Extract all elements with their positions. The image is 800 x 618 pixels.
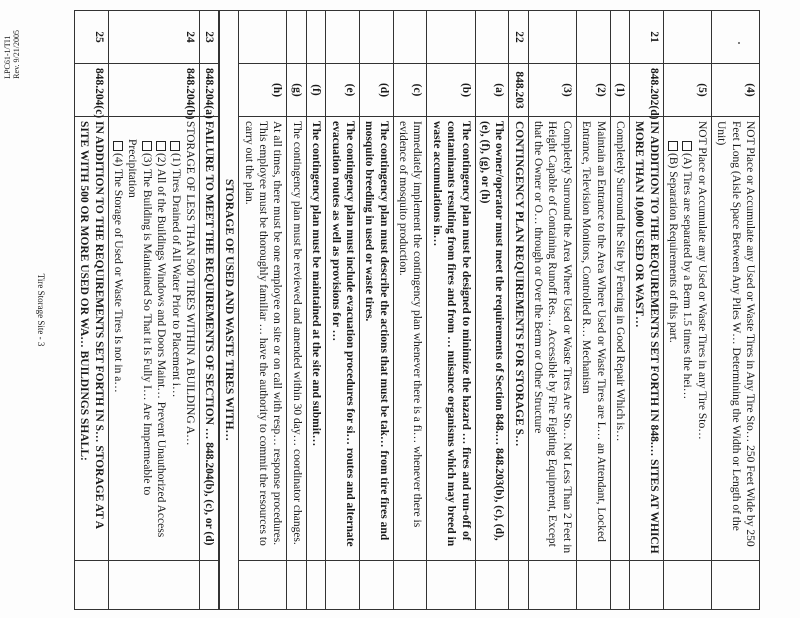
checklist-row: [108, 11, 199, 610]
item-option-text: (B) Separation Requirements of this part.: [667, 153, 680, 343]
response-cell[interactable]: [239, 561, 287, 610]
checkbox[interactable]: [682, 141, 692, 151]
checkbox[interactable]: [668, 141, 678, 151]
item-reference: (4): [711, 64, 759, 117]
item-number: 25: [75, 11, 109, 64]
item-description: STORAGE OF LESS THAN 500 TIRES WITHIN A BUILDING A…: [184, 121, 196, 446]
checkbox[interactable]: [170, 141, 180, 151]
checkbox[interactable]: [142, 141, 152, 151]
item-number: [326, 11, 360, 64]
item-reference: (e): [326, 64, 360, 117]
response-cell[interactable]: [427, 561, 475, 610]
item-reference: 848.204(a): [200, 64, 219, 117]
response-cell[interactable]: [75, 561, 109, 610]
item-option-text: (2) All of the Buildings Windows and Doors Maint… Prevent Unauthorized Access: [155, 153, 168, 538]
item-text: [326, 117, 360, 561]
checklist-row: [576, 11, 610, 610]
checklist-row: [509, 11, 528, 610]
form-code-line: LPC61-1/TI1: [3, 35, 12, 79]
item-reference: (1): [610, 64, 629, 117]
item-reference: (b): [427, 64, 475, 117]
response-cell[interactable]: [393, 561, 427, 610]
checklist-row: [630, 11, 664, 610]
item-text: [200, 117, 219, 561]
response-cell[interactable]: [475, 561, 509, 610]
response-cell[interactable]: [200, 561, 219, 610]
item-text: [509, 117, 528, 561]
response-cell[interactable]: [663, 561, 711, 610]
item-description: NOT Place or Accumulate any Used or Waste Tires in any Tire Sto…: [695, 121, 708, 440]
checklist-row: [663, 11, 711, 610]
item-text: [427, 117, 475, 561]
item-text: [75, 117, 109, 561]
response-cell[interactable]: [711, 561, 759, 610]
item-description: NOT Place or Accumulate any Used or Waste Tires in Any Tire Sto… 250 Feet Wide by 250 Feet Long (Aisle Space Between Any Piles W… Determining the Width or Length of the Unit): [715, 121, 756, 547]
item-description: Immediately implement the contingency plan whenever there is a fi… whenever there is evidence of mosquito production.: [397, 121, 424, 528]
item-number: [610, 11, 629, 64]
item-reference: (g): [287, 64, 306, 117]
item-text: [239, 117, 287, 561]
item-text: [630, 117, 664, 561]
response-cell[interactable]: [326, 561, 360, 610]
item-description: Maintain an Entrance to the Area Where Used or Waste Tires are L… an Attendant, Locked Entrance, Television Monitors, Controlled R… Mechanism: [580, 121, 607, 542]
item-number: 24: [108, 11, 199, 64]
item-reference: (c): [393, 64, 427, 117]
item-description: IN ADDITION TO THE REQUIREMENTS SET FORTH IN S… STORAGE AT A SITE WITH 500 OR MORE USED OR WA… BUILDINGS SHALL:: [78, 121, 105, 529]
rotated-form: [36, 10, 760, 610]
item-number: [663, 11, 711, 64]
item-description: The owner/operator must meet the requirements of Section 848.… 848.203(b), (c), (d), (e), (f), (g), or (h): [479, 121, 506, 541]
item-option-text: (1) Tires Drained of All Water Prior to Placement i…: [169, 153, 182, 398]
item-reference: 848.204(b): [108, 64, 199, 117]
response-cell[interactable]: [528, 561, 576, 610]
checklist-row: [326, 11, 360, 610]
checklist-row: [75, 11, 109, 610]
item-number: [239, 11, 287, 64]
item-description: The contingency plan must be maintained at the site and submit…: [310, 121, 323, 447]
item-reference: (5): [663, 64, 711, 117]
item-text: [287, 117, 306, 561]
item-reference: (h): [239, 64, 287, 117]
checklist-table-2: [74, 10, 219, 610]
item-description: Completely Surround the Site by Fencing in Good Repair Which is…: [614, 121, 626, 442]
item-option-text: (A) Tires are separated by a Berm 1.5 times the hei…: [681, 153, 694, 400]
item-option: [154, 139, 168, 556]
item-description: The contingency plan must describe the actions that must be tak… from tire fires and mosquito breeding in used or waste tires.: [363, 121, 390, 541]
response-cell[interactable]: [610, 561, 629, 610]
item-number: 23: [200, 11, 219, 64]
checklist-row: [306, 11, 325, 610]
checklist-row: [200, 11, 219, 610]
item-text: [475, 117, 509, 561]
item-number: [427, 11, 475, 64]
item-description: The contingency plan must be designed to minimize the hazard … fires and run-off of contaminants resulting from fires and from … nuisance organisms which may breed in waste accumulations in…: [430, 121, 472, 547]
response-cell[interactable]: [630, 561, 664, 610]
response-cell[interactable]: [306, 561, 325, 610]
item-description: The contingency plan must include evacuation procedures for si… routes and alternate evacuation routes as well as provisions for …: [329, 121, 356, 547]
response-cell[interactable]: [576, 561, 610, 610]
item-text: [393, 117, 427, 561]
item-reference: 848.202(d): [630, 64, 664, 117]
item-text: [663, 117, 711, 561]
checklist-row: [528, 11, 576, 610]
checklist-row: [360, 11, 394, 610]
item-option: [111, 139, 125, 556]
item-description: IN ADDITION TO THE REQUIREMENTS SET FORTH IN 848.… SITES AT WHICH MORE THAN 10,000 USED OR WAST…: [633, 121, 660, 554]
item-number: [306, 11, 325, 64]
item-option-text: (4) The Storage of Used or Waste Tires Is not in a…: [112, 153, 125, 393]
item-reference: (2): [576, 64, 610, 117]
item-description: The contingency plan must be reviewed and amended within 30 day… coordinator changes.: [290, 121, 303, 545]
item-reference: 848.204(c): [75, 64, 109, 117]
item-option: [680, 139, 694, 556]
form-code: [4, 30, 22, 79]
item-description: At all times, there must be one employee on site or on call with resp… response procedures. This employee must be thoroughly familiar … have the authority to commit the resources to carry out the plan.: [242, 121, 284, 546]
item-description: Completely Surround the Area Where Used or Waste Tires Are Sto… Not Less Than 2 Feet in Height Capable of Containing Runoff Res… Accessible by Fire Fighting Equipment, Except that the Owner or O… through or Over the Berm or Other Structure: [532, 121, 573, 554]
item-option: [168, 139, 182, 556]
item-description: CONTINGENCY PLAN REQUIREMENTS FOR STORAGE S…: [512, 121, 525, 447]
checklist-row: [239, 11, 287, 610]
item-text: [306, 117, 325, 561]
item-reference: 848.203: [509, 64, 528, 117]
item-option-text: (3) The Building is Maintained So That it Is Fully I… Are Impermeable to Precipitation: [126, 139, 153, 496]
item-number: [287, 11, 306, 64]
response-cell[interactable]: [509, 561, 528, 610]
item-number: [576, 11, 610, 64]
checklist-table: [238, 10, 760, 610]
item-option: [125, 139, 154, 556]
item-text: [576, 117, 610, 561]
item-number: [360, 11, 394, 64]
item-text: [610, 117, 629, 561]
checklist-row: [427, 11, 475, 610]
response-cell[interactable]: [360, 561, 394, 610]
item-number: [393, 11, 427, 64]
item-reference: (d): [360, 64, 394, 117]
item-text: [360, 117, 394, 561]
checklist-row: [711, 11, 759, 610]
item-number: [475, 11, 509, 64]
checkbox[interactable]: [156, 141, 166, 151]
item-number: [528, 11, 576, 64]
form-rev-line: Rev. 9/21/2005: [11, 30, 21, 79]
item-number: 22: [509, 11, 528, 64]
checklist-row: [393, 11, 427, 610]
response-cell[interactable]: [287, 561, 306, 610]
checkbox[interactable]: [113, 141, 123, 151]
page-label: Tire Storage Site - 3: [36, 273, 46, 347]
item-reference: (a): [475, 64, 509, 117]
response-cell[interactable]: [108, 561, 199, 610]
item-text: [108, 117, 199, 561]
item-number: [711, 11, 759, 64]
checklist-row: [475, 11, 509, 610]
item-option: [666, 139, 680, 556]
item-text: [528, 117, 576, 561]
item-text: [711, 117, 759, 561]
section-title: STORAGE OF USED AND WASTE TIRES WITH…: [219, 10, 238, 610]
item-reference: (f): [306, 64, 325, 117]
checklist-row: [610, 11, 629, 610]
item-description: FAILURE TO MEET THE REQUIREMENTS OF SECTION … 848.204(b), (c), or (d): [203, 121, 216, 546]
checklist-row: [287, 11, 306, 610]
item-reference: (3): [528, 64, 576, 117]
item-number: 21: [630, 11, 664, 64]
